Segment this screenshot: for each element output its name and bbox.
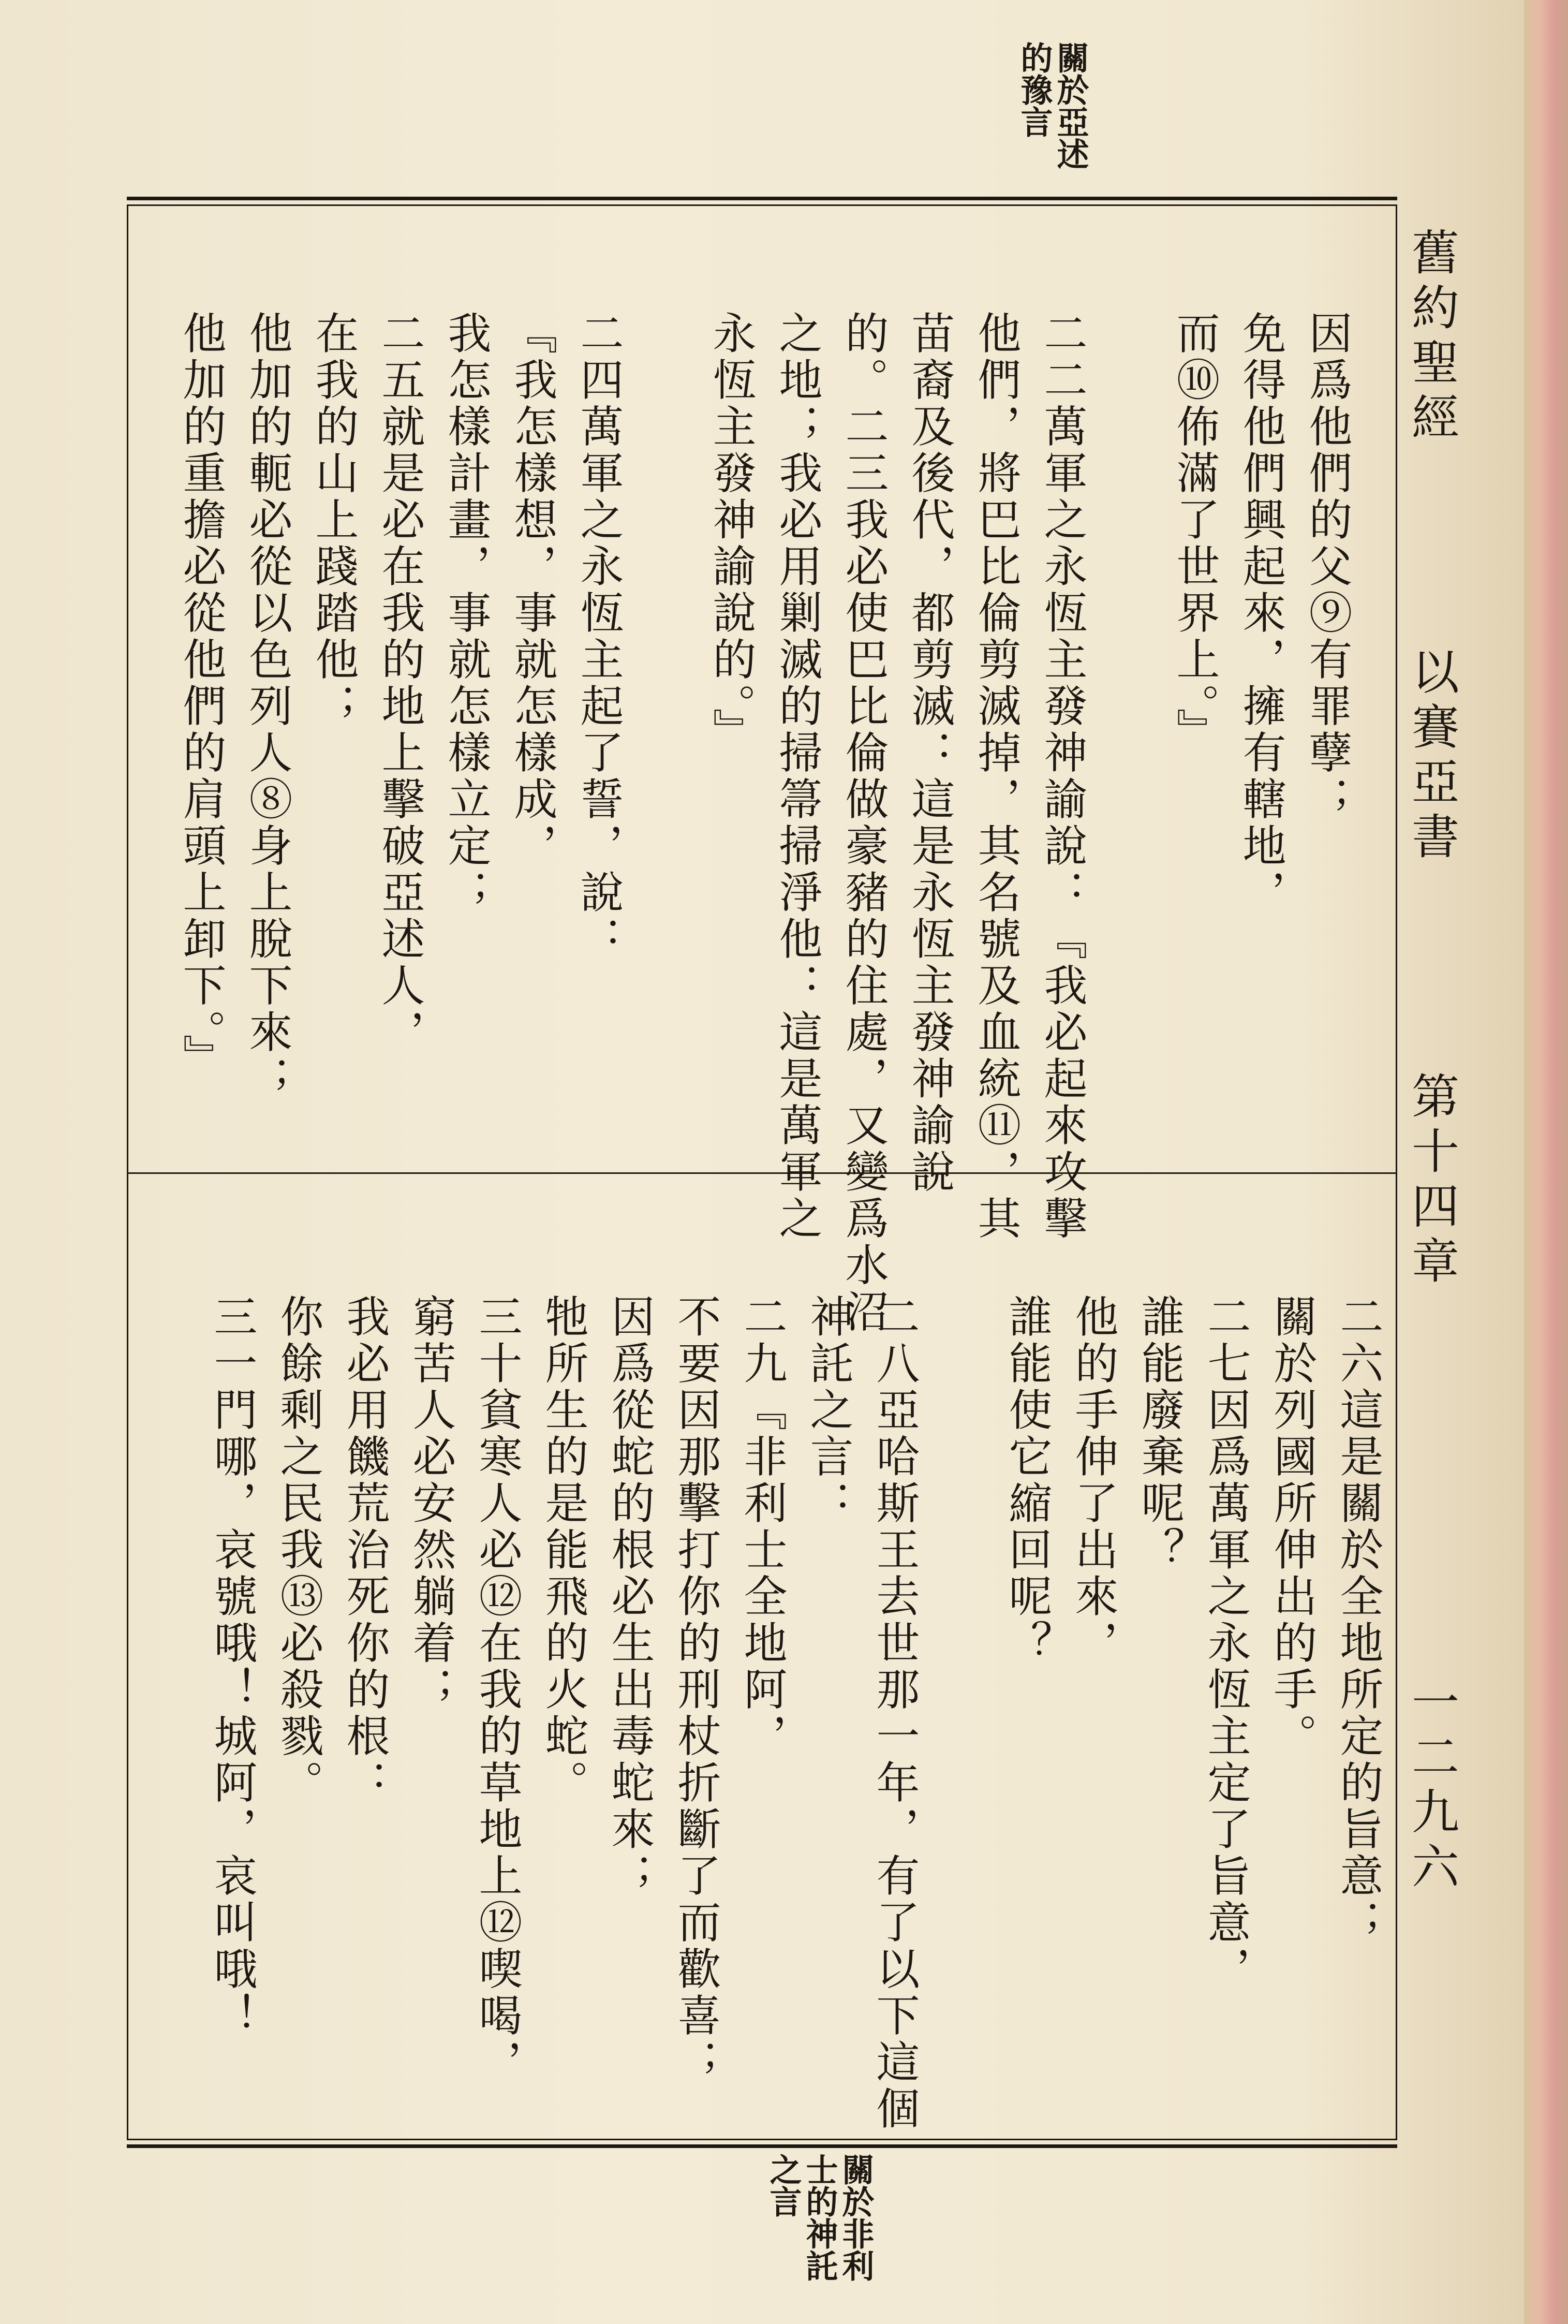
margin-note-bottom-2: 士的神託 [801, 2153, 838, 2282]
lower-column: 誰能使它縮回呢？ [1002, 1294, 1053, 1667]
upper-column: 永恆主發神諭說的。』 [706, 311, 757, 755]
lower-column: 窮苦人必安然躺着； [406, 1294, 456, 1713]
upper-column: 他們，將巴比倫剪滅掉，其名號及血統⑪，其 [971, 311, 1022, 1242]
upper-column: 而⑩佈滿了世界上。』 [1170, 311, 1220, 755]
margin-note-bottom-1: 關於非利 [837, 2153, 875, 2282]
header-chapter: 第十四章 [1404, 1071, 1459, 1291]
upper-column: 免得他們興起來，擁有轄地， [1236, 311, 1286, 916]
lower-column: 牠所生的是能飛的火蛇。 [538, 1294, 589, 1806]
lower-column: 因爲從蛇的根必生出毒蛇來； [604, 1294, 655, 1900]
upper-column: 『我怎樣想，事就怎樣成， [507, 311, 558, 870]
lower-column: 誰能廢棄呢？ [1134, 1294, 1185, 1573]
lower-column: 關於列國所伸出的手。 [1267, 1294, 1318, 1760]
page-edge [1524, 0, 1568, 2324]
margin-note-top-2: 的豫言 [1015, 41, 1053, 138]
section-divider [127, 1172, 1397, 1174]
header-book-name: 以賽亞書 [1404, 647, 1459, 866]
margin-note-top-1: 關於亞述 [1052, 41, 1089, 170]
margin-note-bottom-3: 之言 [764, 2153, 802, 2217]
upper-column: 苗裔及後代，都剪滅：這是永恆主發神諭說 [905, 311, 955, 1196]
lower-column: 二九『非利士全地阿， [737, 1294, 788, 1760]
lower-column: 三一門哪，哀號哦！城阿，哀叫哦！ [207, 1294, 258, 2039]
lower-column: 不要因那擊打你的刑杖折斷了而歡喜； [671, 1294, 721, 2086]
upper-column: 他加的重擔必從他們的肩頭上卸下。』 [176, 311, 227, 1081]
lower-column: 我必用饑荒治死你的根： [339, 1294, 390, 1806]
upper-column: 二二萬軍之永恆主發神諭說：『我必起來攻擊 [1037, 311, 1088, 1242]
header-page-number: 一二九六 [1404, 1677, 1459, 1896]
upper-column: 之地；我必用剿滅的掃箒掃淨他：這是萬軍之 [772, 311, 823, 1242]
lower-column: 你餘剩之民我⑬必殺戮。 [273, 1294, 324, 1806]
lower-column: 三十貧寒人必⑫在我的草地上⑫喫喝， [472, 1294, 523, 2086]
lower-column: 二八亞哈斯王去世那一年，有了以下這個 [869, 1294, 920, 2132]
lower-column: 神託之言： [803, 1294, 854, 1527]
lower-column: 二六這是關於全地所定的旨意； [1333, 1294, 1384, 1946]
upper-column: 我怎樣計畫，事就怎樣立定； [441, 311, 492, 916]
upper-column: 因爲他們的父⑨有罪孽； [1302, 311, 1353, 823]
upper-column: 他加的軛必從以色列人⑧身上脫下來； [242, 311, 293, 1102]
lower-column: 他的手伸了出來， [1068, 1294, 1119, 1667]
upper-column: 的。二三我必使巴比倫做豪豬的住處，又變爲水沼 [838, 311, 889, 1335]
upper-column: 二四萬軍之永恆主起了誓，說： [573, 311, 624, 963]
header-book-title: 舊約聖經 [1404, 228, 1459, 447]
lower-column: 二七因爲萬軍之永恆主定了旨意， [1201, 1294, 1251, 1993]
upper-column: 二五就是必在我的地上擊破亞述人， [375, 311, 425, 1056]
upper-column: 在我的山上踐踏他； [308, 311, 359, 730]
